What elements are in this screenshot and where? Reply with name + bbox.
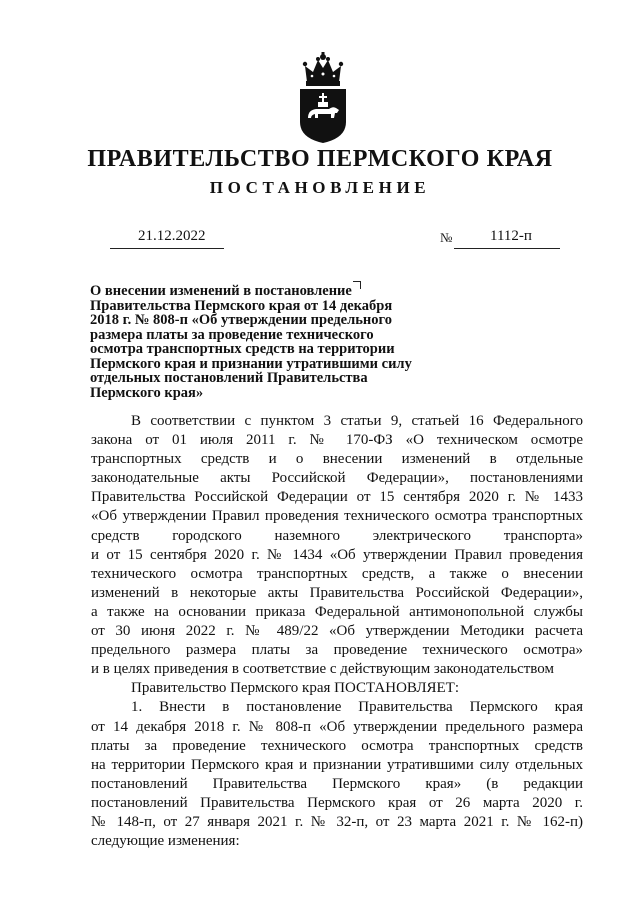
number-sign: № xyxy=(440,230,453,245)
item-line: от 14 декабря 2018 г. № 808-п «Об утверждении предельного размера xyxy=(91,718,583,735)
preamble-line: законодательные акты Российской Федерации», постановлениями xyxy=(91,470,583,487)
subject-line: 2018 г. № 808-п «Об утверждении предельного xyxy=(90,312,392,328)
subject-line: Правительства Пермского края от 14 декабря xyxy=(90,297,393,314)
item-line: платы за проведение технического осмотра транспортных средств xyxy=(91,737,583,754)
document-date-field xyxy=(110,228,224,249)
document-number-field xyxy=(440,228,560,248)
preamble-line: транспортных средств и о внесении изменений в отдельные xyxy=(91,451,583,468)
item-line: на территории Пермского края и признании утратившими силу отдельных xyxy=(91,756,583,773)
subject-line: Пермского края и признании утратившими силу xyxy=(90,355,412,372)
subject-line: О внесении изменений в постановление xyxy=(90,281,430,299)
subject-line: отдельных постановлений Правительства xyxy=(90,370,368,386)
item-line: следующие изменения: xyxy=(91,833,240,850)
authority-title: ПРАВИТЕЛЬСТВО ПЕРМСКОГО КРАЯ xyxy=(87,146,553,172)
subject-line: осмотра транспортных средств на территории xyxy=(90,341,395,357)
corner-mark-icon xyxy=(353,281,361,289)
item-line: постановлений Правительства Пермского края от 26 марта 2020 г. xyxy=(91,794,583,811)
preamble-line: и от 15 сентября 2020 г. № 1434 «Об утверждении Правил проведения xyxy=(91,546,583,563)
preamble-line: и в целях приведения в соответствие с действующим законодательством xyxy=(91,661,554,678)
preamble-line: закона от 01 июля 2011 г. № 170-ФЗ «О техническом осмотре xyxy=(91,432,583,449)
item-line: 1. Внести в постановление Правительства Пермского края xyxy=(131,699,583,716)
item-line: № 148-п, от 27 января 2021 г. № 32-п, от 23 марта 2021 г. № 162-п) xyxy=(91,813,583,830)
document-type: ПОСТАНОВЛЕНИЕ xyxy=(209,178,431,197)
coat-of-arms-icon xyxy=(296,52,350,144)
number-underline xyxy=(454,228,560,249)
preamble-line: технического осмотра транспортных средств, а также о внесении xyxy=(91,565,583,582)
item-line: постановлений Правительства Пермского края» (в редакции xyxy=(91,775,583,792)
preamble-line: а также на основании приказа Федеральной антимонопольной службы xyxy=(91,603,583,620)
document-date: 21.12.2022 xyxy=(138,228,206,244)
preamble-line: В соответствии с пунктом 3 статьи 9, статьей 16 Федерального xyxy=(131,413,583,429)
subject-line: Пермского края» xyxy=(90,384,204,401)
preamble-line: от 30 июня 2022 г. № 489/22 «Об утверждении Методики расчета xyxy=(91,623,583,640)
subject-line: размера платы за проведение технического xyxy=(90,326,374,343)
preamble-line: «Об утверждении Правил проведения технического осмотра транспортных xyxy=(91,508,583,525)
preamble-line: изменений в некоторые акты Правительства Российской Федерации», xyxy=(91,584,583,601)
document-number: 1112-п xyxy=(490,228,532,244)
preamble-line: средств городского наземного электрического транспорта» xyxy=(91,527,583,544)
resolution-clause: Правительство Пермского края ПОСТАНОВЛЯЕТ: xyxy=(131,680,460,697)
preamble-line: предельного размера платы за проведение технического осмотра» xyxy=(91,642,583,659)
preamble-line: Правительства Российской Федерации от 15 сентября 2020 г. № 1433 xyxy=(91,489,583,506)
document-body xyxy=(91,412,583,851)
document-subject xyxy=(90,281,430,400)
